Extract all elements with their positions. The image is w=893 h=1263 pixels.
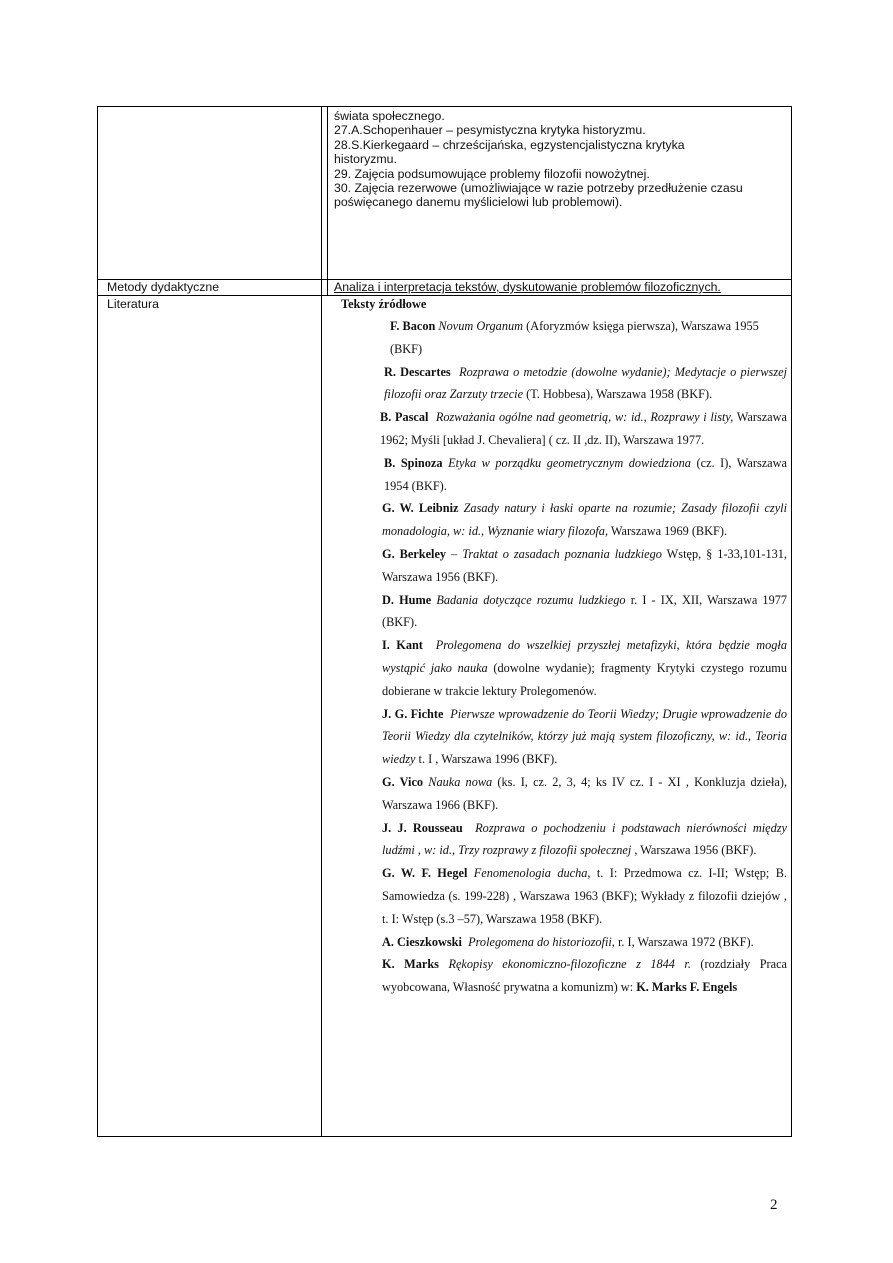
topic-line: 27.A.Schopenhauer – pesymistyczna krytyka historyzmu. <box>334 123 646 138</box>
topic-line: 29. Zajęcia podsumowujące problemy filozofii nowożytnej. <box>334 166 650 181</box>
literature-entry: B. Spinoza Etyka w porządku geometrycznym dowiedziona (cz. I), Warszawa 1954 (BKF). <box>384 455 787 493</box>
literature-heading: Teksty źródłowe <box>341 297 427 311</box>
literature-entry: F. Bacon Novum Organum (Aforyzmów księga pierwsza), Warszawa 1955 (BKF) <box>390 319 759 356</box>
literature-entry: K. Marks Rękopisy ekonomiczno-filozoficzne z 1844 r. (rozdziały Praca wyobcowana, Własność prywatna a komunizm) w: K. Marks F. Engels <box>382 957 787 995</box>
syllabus-table <box>97 106 792 1137</box>
literature-entry: R. Descartes Rozprawa o metodzie (dowolne wydanie); Medytacje o pierwszej filozofii oraz Zarzuty trzecie (T. Hobbesa), Warszawa 1958 (BKF). <box>384 364 787 402</box>
literature-entry: G. Berkeley – Traktat o zasadach poznania ludzkiego Wstęp, § 1-33,101-131, Warszawa 1956 (BKF). <box>382 546 787 584</box>
literature-label: Literatura <box>107 297 159 311</box>
literature-entry: I. Kant Prolegomena do wszelkiej przyszłej metafizyki, która będzie mogła wystąpić jako nauka (dowolne wydanie); fragmenty Krytyki czystego rozumu dobierane w trakcie lektury Prolegomenów. <box>382 638 787 698</box>
topic-line: poświęcanego danemu myślicielowi lub problemowi). <box>334 195 623 210</box>
literature-entry: D. Hume Badania dotyczące rozumu ludzkiego r. I - IX, XII, Warszawa 1977 (BKF). <box>382 592 788 630</box>
literature-entry: J. J. Rousseau Rozprawa o pochodzeniu i podstawach nierówności między ludźmi , w: id., Trzy rozprawy z filozofii społecznej , Warszawa 1956 (BKF). <box>382 820 788 858</box>
literature-entry: J. G. Fichte Pierwsze wprowadzenie do Teorii Wiedzy; Drugie wprowadzenie do Teorii Wiedzy dla czytelników, którzy już mają system filozoficzny, w: id., Teoria wiedzy t. I , Warszawa 1996 (BKF). <box>382 706 787 767</box>
column-divider-inner <box>327 107 328 295</box>
literature-entry: G. W. F. Hegel Fenomenologia ducha, t. I: Przedmowa cz. I-II; Wstęp; B. Samowiedza (s. 199-228) , Warszawa 1963 (BKF); Wykłady z filozofii dziejów , t. I: Wstęp (s.3 –57), Warszawa 1958 (BKF). <box>382 866 788 926</box>
course-topics-cell <box>334 109 786 210</box>
literature-entry: A. Cieszkowski Prolegomena do historiozofii, r. I, Warszawa 1972 (BKF). <box>382 934 754 949</box>
topic-line: historyzmu. <box>334 152 397 167</box>
literature-cell <box>341 296 787 999</box>
literature-entry: B. Pascal Rozważania ogólne nad geometrią, w: id., Rozprawy i listy, Warszawa 1962; Myśli [układ J. Chevaliera] ( cz. II ,dz. II), Warszawa 1977. <box>380 410 787 447</box>
column-divider <box>321 107 322 1136</box>
page-number: 2 <box>770 1197 778 1213</box>
topic-line: 28.S.Kierkegaard – chrześcijańska, egzystencjalistyczna krytyka <box>334 137 685 152</box>
literature-entry: G. W. Leibniz Zasady natury i łaski oparte na rozumie; Zasady filozofii czyli monadologia, w: id., Wyznanie wiary filozofa, Warszawa 1969 (BKF). <box>382 501 788 539</box>
literature-entry: G. Vico Nauka nowa (ks. I, cz. 2, 3, 4; ks IV cz. I - XI , Konkluzja dzieła), Warszawa 1966 (BKF). <box>382 774 788 812</box>
methods-label: Metody dydaktyczne <box>107 280 220 294</box>
topic-line: świata społecznego. <box>334 109 445 123</box>
topic-line: 30. Zajęcia rezerwowe (umożliwiające w razie potrzeby przedłużenie czasu <box>334 181 743 196</box>
methods-value: Analiza i interpretacja tekstów, dyskutowanie problemów filozoficznych. <box>334 280 721 294</box>
